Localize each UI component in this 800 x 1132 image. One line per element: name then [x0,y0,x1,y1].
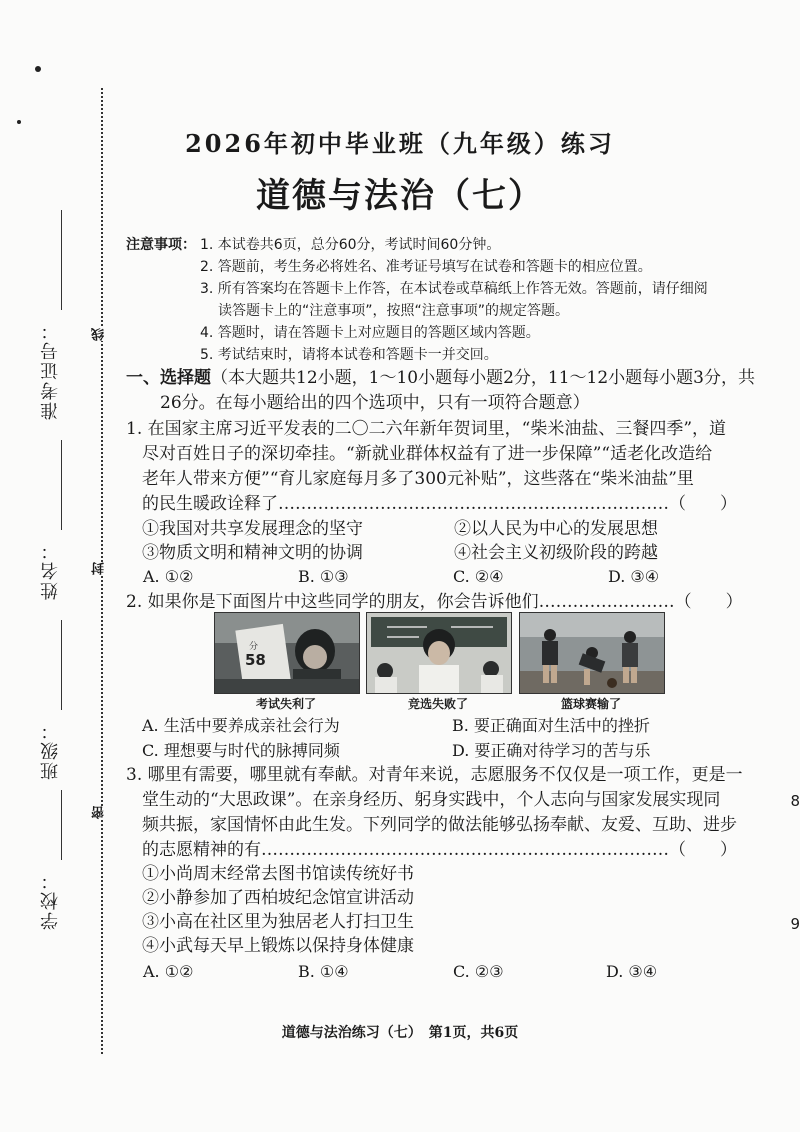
q1-stem-line: 的民生暖政诠释了……………………………………………………………（ ） [142,494,737,514]
q1-statement-2: ②以人民为中心的发展思想 [454,519,658,539]
seal-char-seal: 封 [90,562,112,575]
exam-title: 2026年初中毕业班（九年级）练习 [185,129,615,158]
q1-statement-3: ③物质文明和精神文明的协调 [142,543,363,563]
exam-failed-illustration [215,613,359,693]
q1-option-b[interactable]: B. ①③ [298,567,349,586]
section-desc-2: 26分。在每小题给出的四个选项中，只有一项符合题意） [160,393,590,413]
q3-statement-2: ②小静参加了西柏坡纪念馆宣讲活动 [142,888,414,908]
basketball-lost-illustration [520,613,664,693]
name-field [38,440,82,640]
q3-option-a[interactable]: A. ①② [143,962,194,981]
q2-option-c[interactable]: C. 理想要与时代的脉搏同频 [142,741,340,760]
caption-election: 竞选失败了 [407,697,468,711]
edge-digit: 8 [790,792,800,810]
q3-stem-line: 堂生动的“大思政课”。在亲身经历、躬身实践中，个人志向与国家发展实现同 [142,790,721,810]
q3-option-b[interactable]: B. ①④ [298,962,349,981]
class-line [61,620,62,710]
q1-option-d[interactable]: D. ③④ [608,567,660,586]
q2-option-d[interactable]: D. 要正确对待学习的苦与乐 [452,741,651,760]
note-item: 读答题卡上的“注意事项”，按照“注意事项”的规定答题。 [218,303,570,319]
name-label: 姓名： [40,540,61,600]
school-line [61,790,62,860]
exam-id-label: 准考证号： [40,320,61,420]
page-footer: 道德与法治练习（七） 第1页，共6页 [281,1025,519,1041]
q3-option-d[interactable]: D. ③④ [606,962,658,981]
exam-id-field [38,210,82,430]
q1-stem-line: 1. 在国家主席习近平发表的二〇二六年新年贺词里，“柴米油盐、三餐四季”，道 [126,419,727,439]
subject-title: 道德与法治（七） [256,176,544,216]
svg-text:分: 分 [249,642,259,652]
q2-option-a[interactable]: A. 生活中要养成亲社会行为 [142,716,340,735]
q1-option-a[interactable]: A. ①② [143,567,194,586]
q1-statement-1: ①我国对共享发展理念的坚守 [142,519,363,539]
q2-option-b[interactable]: B. 要正确面对生活中的挫折 [452,716,650,735]
q3-statement-4: ④小武每天早上锻炼以保持身体健康 [142,936,414,956]
q3-option-c[interactable]: C. ②③ [453,962,504,981]
notes-heading: 注意事项： [126,237,196,253]
election-failed-illustration [367,613,511,693]
exam-id-line [61,210,62,310]
paper-score: 58 [245,651,266,669]
q2-stem: 2. 如果你是下面图片中这些同学的朋友，你会告诉他们……………………（ ） [126,592,743,612]
name-line [61,440,62,530]
caption-exam: 考试失利了 [255,697,316,711]
note-item: 5. 考试结束时，请将本试卷和答题卡一并交回。 [200,347,498,363]
edge-digit: 9 [790,915,800,933]
photo-election-failed [366,612,512,694]
section-heading [126,366,755,391]
photo-basketball-lost [519,612,665,694]
ink-dot [35,66,41,72]
school-label: 学校： [40,870,61,930]
note-item: 1. 本试卷共6页，总分60分，考试时间60分钟。 [200,237,501,253]
q1-stem-line: 尽对百姓日子的深切牵挂。“新就业群体权益有了进一步保障”“适老化改造给 [142,444,713,464]
q1-option-c[interactable]: C. ②④ [453,567,504,586]
q3-stem-line: 3. 哪里有需要，哪里就有奉献。对青年来说，志愿服务不仅仅是一项工作，更是一 [126,765,743,785]
note-item: 3. 所有答案均在答题卡上作答，在本试卷或草稿纸上作答无效。答题前，请仔细阅 [200,281,708,297]
section-desc: （本大题共12小题，1～10小题每小题2分，11～12小题每小题3分，共 [211,368,755,388]
note-item: 4. 答题时，请在答题卡上对应题目的答题区域内答题。 [200,325,540,341]
q3-statement-1: ①小尚周末经常去图书馆读传统好书 [142,864,414,884]
q3-stem-line: 频共振，家国情怀由此生发。下列同学的做法能够弘扬奉献、友爱、互助、进步 [142,815,737,835]
note-item: 2. 答题前，考生务必将姓名、准考证号填写在试卷和答题卡的相应位置。 [200,259,652,275]
photo-exam-failed [214,612,360,694]
seal-char-dense: 密 [90,806,112,819]
q1-statement-4: ④社会主义初级阶段的跨越 [454,543,658,563]
caption-basketball: 篮球赛输了 [560,697,621,711]
school-field [38,790,82,990]
q3-stem-line: 的志愿精神的有………………………………………………………………（ ） [142,840,737,860]
q3-statement-3: ③小高在社区里为独居老人打扫卫生 [142,912,414,932]
q1-stem-line: 老年人带来方便”“育儿家庭每月多了300元补贴”，这些落在“柴米油盐”里 [142,469,694,489]
class-label: 班级： [40,720,61,780]
seal-char-line: 线 [90,328,112,341]
section-title: 一、选择题 [126,368,211,388]
